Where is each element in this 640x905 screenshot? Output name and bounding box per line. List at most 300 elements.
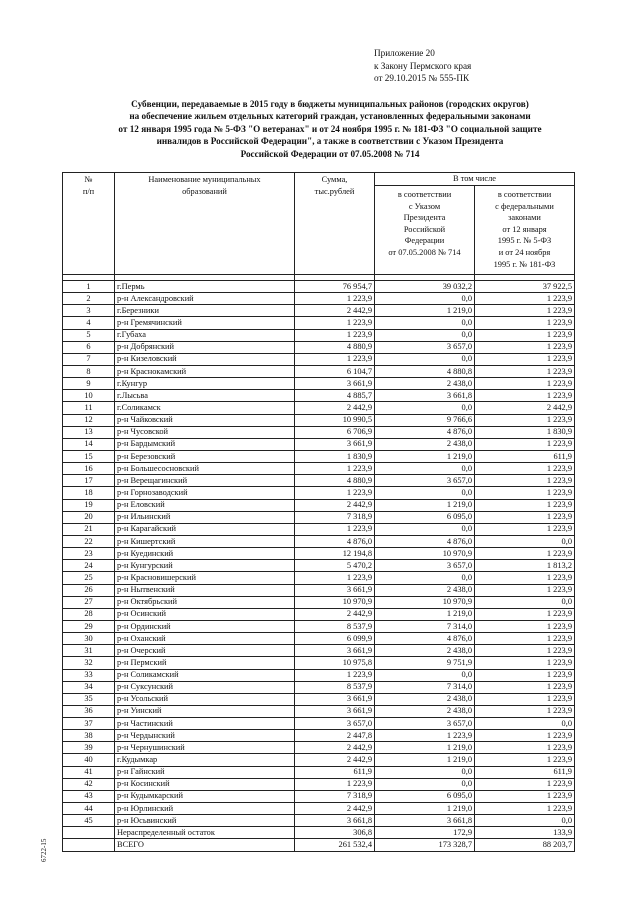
decree-amount: 10 970,9: [375, 596, 475, 608]
table-row: [63, 450, 575, 462]
decree-amount: 1 219,0: [375, 608, 475, 620]
row-number: 8: [63, 365, 115, 377]
document-code: 6722-15: [40, 838, 48, 862]
table-row: [63, 827, 575, 839]
row-number: 1: [63, 281, 115, 293]
municipality-name: г.Пермь: [115, 281, 295, 293]
municipality-name: р-н Кунгурский: [115, 560, 295, 572]
total-sum: 3 657,0: [295, 718, 375, 730]
row-number: [63, 827, 115, 839]
decree-amount: 0,0: [375, 572, 475, 584]
total-sum: 5 470,2: [295, 560, 375, 572]
table-row: [63, 815, 575, 827]
row-number: 27: [63, 596, 115, 608]
federal-laws-amount: 1 223,9: [475, 669, 575, 681]
total-sum: 1 223,9: [295, 523, 375, 535]
decree-amount: 7 314,0: [375, 681, 475, 693]
municipality-name: р-н Осинский: [115, 608, 295, 620]
table-row: [63, 754, 575, 766]
header-text: с Указом: [408, 201, 441, 211]
table-row: [63, 766, 575, 778]
row-number: 2: [63, 293, 115, 305]
decree-amount: 10 970,9: [375, 548, 475, 560]
table-row: [63, 523, 575, 535]
federal-laws-amount: 1 223,9: [475, 693, 575, 705]
header-text: Федерации: [404, 236, 445, 246]
total-sum: 1 223,9: [295, 463, 375, 475]
row-number: 3: [63, 305, 115, 317]
table-row: [63, 693, 575, 705]
municipality-name: р-н Юсьвинский: [115, 815, 295, 827]
decree-amount: 2 438,0: [375, 438, 475, 450]
header-including: В том числе: [375, 173, 575, 186]
header-text: п/п: [82, 186, 95, 196]
table-row: [63, 620, 575, 632]
municipality-name: р-н Бардымский: [115, 438, 295, 450]
appendix-line: к Закону Пермского края: [374, 60, 472, 71]
subsidy-table: [62, 172, 575, 852]
row-number: 16: [63, 463, 115, 475]
table-row: [63, 681, 575, 693]
table-row: [63, 535, 575, 547]
table-row: [63, 742, 575, 754]
decree-amount: 1 219,0: [375, 499, 475, 511]
row-number: 42: [63, 778, 115, 790]
decree-amount: 6 095,0: [375, 790, 475, 802]
federal-laws-amount: 1 223,9: [475, 487, 575, 499]
total-sum: 1 223,9: [295, 572, 375, 584]
federal-laws-amount: 1 223,9: [475, 293, 575, 305]
row-number: 40: [63, 754, 115, 766]
municipality-name: р-н Еловский: [115, 499, 295, 511]
municipality-name: р-н Чернушинский: [115, 742, 295, 754]
federal-laws-amount: 0,0: [475, 535, 575, 547]
table-row: [63, 584, 575, 596]
title-line: Субвенции, передаваемые в 2015 году в бюджеты муниципальных районов (городских округов): [131, 99, 529, 109]
table-row: [63, 378, 575, 390]
row-number: [63, 839, 115, 851]
row-number: 39: [63, 742, 115, 754]
header-text: Президента: [403, 213, 446, 223]
federal-laws-amount: 1 223,9: [475, 390, 575, 402]
table-row: [63, 778, 575, 790]
title-line: от 12 января 1995 года № 5-ФЗ "О ветеранах" и от 24 ноября 1995 г. № 181-ФЗ "О социальной защите: [118, 123, 542, 134]
row-number: 31: [63, 645, 115, 657]
row-number: 17: [63, 475, 115, 487]
federal-laws-amount: 1 223,9: [475, 511, 575, 523]
federal-laws-amount: 1 223,9: [475, 645, 575, 657]
federal-laws-amount: 1 223,9: [475, 317, 575, 329]
municipality-name: р-н Октябрьский: [115, 596, 295, 608]
total-sum: 2 442,9: [295, 499, 375, 511]
municipality-name: р-н Ильинский: [115, 511, 295, 523]
municipality-name: р-н Чайковский: [115, 414, 295, 426]
table-row: [63, 596, 575, 608]
federal-laws-amount: 1 223,9: [475, 608, 575, 620]
appendix-line: от 29.10.2015 № 555-ПК: [374, 73, 470, 83]
total-sum: 2 442,9: [295, 754, 375, 766]
federal-laws-amount: 1 223,9: [475, 548, 575, 560]
header-text: от 07.05.2008 № 714: [388, 247, 461, 257]
municipality-name: р-н Красновишерский: [115, 572, 295, 584]
decree-amount: 1 219,0: [375, 803, 475, 815]
federal-laws-amount: 1 830,9: [475, 426, 575, 438]
municipality-name: р-н Краснокамский: [115, 365, 295, 377]
row-number: 36: [63, 705, 115, 717]
table-row: [63, 572, 575, 584]
row-number: 43: [63, 790, 115, 802]
header-text: Наименование муниципальных: [148, 175, 261, 184]
decree-amount: 1 219,0: [375, 305, 475, 317]
federal-laws-amount: 88 203,7: [475, 839, 575, 851]
federal-laws-amount: 1 223,9: [475, 523, 575, 535]
total-sum: 76 954,7: [295, 281, 375, 293]
decree-amount: 2 438,0: [375, 645, 475, 657]
decree-amount: 2 438,0: [375, 378, 475, 390]
municipality-name: р-н Большесосновский: [115, 463, 295, 475]
row-number: 41: [63, 766, 115, 778]
municipality-name: р-н Кудымкарский: [115, 790, 295, 802]
total-sum: 1 223,9: [295, 293, 375, 305]
decree-amount: 173 328,7: [375, 839, 475, 851]
total-sum: 10 975,8: [295, 657, 375, 669]
federal-laws-amount: 1 223,9: [475, 705, 575, 717]
municipality-name: р-н Уинский: [115, 705, 295, 717]
table-row: [63, 657, 575, 669]
decree-amount: 1 219,0: [375, 754, 475, 766]
row-number: 35: [63, 693, 115, 705]
row-number: 18: [63, 487, 115, 499]
row-number: 22: [63, 535, 115, 547]
table-row: [63, 705, 575, 717]
municipality-name: р-н Горнозаводский: [115, 487, 295, 499]
table-row: [63, 718, 575, 730]
federal-laws-amount: 0,0: [475, 815, 575, 827]
decree-amount: 2 438,0: [375, 705, 475, 717]
municipality-name: р-н Верещагинский: [115, 475, 295, 487]
federal-laws-amount: 1 223,9: [475, 754, 575, 766]
decree-amount: 172,9: [375, 827, 475, 839]
municipality-name: р-н Кизеловский: [115, 353, 295, 365]
municipality-name: г.Губаха: [115, 329, 295, 341]
document-title: [60, 98, 600, 160]
table-body: [63, 275, 575, 852]
municipality-name: р-н Юрлинский: [115, 803, 295, 815]
table-row: [63, 839, 575, 851]
total-sum: 2 442,9: [295, 742, 375, 754]
header-federal-laws: [475, 186, 575, 275]
row-number: 37: [63, 718, 115, 730]
header-text: №: [84, 175, 93, 184]
federal-laws-amount: 1 223,9: [475, 438, 575, 450]
total-sum: 6 706,9: [295, 426, 375, 438]
federal-laws-amount: 1 223,9: [475, 499, 575, 511]
federal-laws-amount: 1 223,9: [475, 681, 575, 693]
row-number: 44: [63, 803, 115, 815]
title-line: инвалидов в Российской Федерации", а также в соответствии с Указом Президента: [156, 136, 504, 147]
federal-laws-amount: 1 223,9: [475, 414, 575, 426]
municipality-name: р-н Гремячинский: [115, 317, 295, 329]
total-sum: 3 661,9: [295, 645, 375, 657]
municipality-name: г.Березники: [115, 305, 295, 317]
federal-laws-amount: 1 223,9: [475, 475, 575, 487]
federal-laws-amount: 0,0: [475, 596, 575, 608]
header-text: тыс.рублей: [314, 186, 355, 196]
decree-amount: 4 880,8: [375, 365, 475, 377]
header-sum: [295, 173, 375, 275]
federal-laws-amount: 133,9: [475, 827, 575, 839]
decree-amount: 3 657,0: [375, 560, 475, 572]
total-sum: 8 537,9: [295, 620, 375, 632]
table-row: [63, 426, 575, 438]
row-number: 28: [63, 608, 115, 620]
decree-amount: 0,0: [375, 317, 475, 329]
total-sum: 7 318,9: [295, 511, 375, 523]
appendix-line: Приложение 20: [374, 48, 435, 58]
federal-laws-amount: 1 223,9: [475, 620, 575, 632]
table-row: [63, 390, 575, 402]
decree-amount: 2 438,0: [375, 584, 475, 596]
decree-amount: 1 219,0: [375, 742, 475, 754]
federal-laws-amount: 1 223,9: [475, 353, 575, 365]
decree-amount: 7 314,0: [375, 620, 475, 632]
total-sum: 306,8: [295, 827, 375, 839]
municipality-name: р-н Нытвенский: [115, 584, 295, 596]
header-text: от 12 января: [502, 224, 547, 234]
total-sum: 3 661,9: [295, 378, 375, 390]
table-row: [63, 560, 575, 572]
total-sum: 3 661,9: [295, 438, 375, 450]
total-sum: 4 880,9: [295, 475, 375, 487]
decree-amount: 0,0: [375, 463, 475, 475]
federal-laws-amount: 1 223,9: [475, 463, 575, 475]
table-row: [63, 438, 575, 450]
federal-laws-amount: 611,9: [475, 450, 575, 462]
total-sum: 1 223,9: [295, 487, 375, 499]
municipality-name: г.Соликамск: [115, 402, 295, 414]
federal-laws-amount: 1 223,9: [475, 378, 575, 390]
total-sum: 4 880,9: [295, 341, 375, 353]
decree-amount: 0,0: [375, 766, 475, 778]
total-sum: 6 104,7: [295, 365, 375, 377]
row-number: 19: [63, 499, 115, 511]
row-number: 10: [63, 390, 115, 402]
total-sum: 2 442,9: [295, 803, 375, 815]
municipality-name: р-н Гайнский: [115, 766, 295, 778]
row-number: 12: [63, 414, 115, 426]
municipality-name: Нераспределенный остаток: [115, 827, 295, 839]
total-sum: 4 885,7: [295, 390, 375, 402]
total-sum: 1 223,9: [295, 317, 375, 329]
row-number: 9: [63, 378, 115, 390]
total-sum: 2 442,9: [295, 305, 375, 317]
table-row: [63, 293, 575, 305]
table-row: [63, 305, 575, 317]
row-number: 15: [63, 450, 115, 462]
header-municipality: [115, 173, 295, 275]
appendix-note: [374, 47, 471, 85]
row-number: 14: [63, 438, 115, 450]
municipality-name: г.Лысьва: [115, 390, 295, 402]
header-text: Российской: [403, 224, 446, 234]
header-text: законами: [508, 213, 541, 223]
table-row: [63, 329, 575, 341]
table-row: [63, 669, 575, 681]
municipality-name: г.Кунгур: [115, 378, 295, 390]
table-row: [63, 645, 575, 657]
total-sum: 10 970,9: [295, 596, 375, 608]
table-row: [63, 317, 575, 329]
header-text: образований: [182, 186, 227, 196]
total-sum: 3 661,9: [295, 584, 375, 596]
decree-amount: 3 661,8: [375, 390, 475, 402]
decree-amount: 4 876,0: [375, 633, 475, 645]
row-number: 38: [63, 730, 115, 742]
total-sum: 1 830,9: [295, 450, 375, 462]
municipality-name: ВСЕГО: [115, 839, 295, 851]
total-sum: 1 223,9: [295, 778, 375, 790]
federal-laws-amount: 1 813,2: [475, 560, 575, 572]
decree-amount: 4 876,0: [375, 535, 475, 547]
total-sum: 8 537,9: [295, 681, 375, 693]
municipality-name: р-н Александровский: [115, 293, 295, 305]
federal-laws-amount: 1 223,9: [475, 803, 575, 815]
total-sum: 2 447,8: [295, 730, 375, 742]
decree-amount: 3 661,8: [375, 815, 475, 827]
total-sum: 3 661,9: [295, 705, 375, 717]
row-number: 26: [63, 584, 115, 596]
header-decree: [375, 186, 475, 275]
federal-laws-amount: 1 223,9: [475, 584, 575, 596]
decree-amount: 4 876,0: [375, 426, 475, 438]
federal-laws-amount: 1 223,9: [475, 730, 575, 742]
table-row: [63, 548, 575, 560]
row-number: 20: [63, 511, 115, 523]
row-number: 4: [63, 317, 115, 329]
total-sum: 261 532,4: [295, 839, 375, 851]
table-row: [63, 341, 575, 353]
municipality-name: р-н Усольский: [115, 693, 295, 705]
total-sum: 611,9: [295, 766, 375, 778]
municipality-name: р-н Ординский: [115, 620, 295, 632]
municipality-name: р-н Куединский: [115, 548, 295, 560]
header-text: с федеральными: [495, 201, 554, 211]
row-number: 25: [63, 572, 115, 584]
header-number: [63, 173, 115, 275]
decree-amount: 0,0: [375, 293, 475, 305]
municipality-name: г.Кудымкар: [115, 754, 295, 766]
municipality-name: р-н Пермский: [115, 657, 295, 669]
federal-laws-amount: 611,9: [475, 766, 575, 778]
municipality-name: р-н Частинский: [115, 718, 295, 730]
municipality-name: р-н Соликамский: [115, 669, 295, 681]
header-text: Сумма,: [321, 175, 348, 184]
table-row: [63, 608, 575, 620]
federal-laws-amount: 1 223,9: [475, 742, 575, 754]
decree-amount: 1 223,9: [375, 730, 475, 742]
title-line: на обеспечение жильем отдельных категорий граждан, установленных федеральными законами: [129, 111, 531, 122]
federal-laws-amount: 1 223,9: [475, 305, 575, 317]
row-number: 32: [63, 657, 115, 669]
decree-amount: 0,0: [375, 669, 475, 681]
row-number: 30: [63, 633, 115, 645]
federal-laws-amount: 1 223,9: [475, 778, 575, 790]
table-row: [63, 353, 575, 365]
total-sum: 1 223,9: [295, 353, 375, 365]
municipality-name: р-н Чусовской: [115, 426, 295, 438]
row-number: 23: [63, 548, 115, 560]
decree-amount: 0,0: [375, 523, 475, 535]
table-row: [63, 487, 575, 499]
total-sum: 1 223,9: [295, 329, 375, 341]
total-sum: 6 099,9: [295, 633, 375, 645]
decree-amount: 9 751,9: [375, 657, 475, 669]
federal-laws-amount: 1 223,9: [475, 329, 575, 341]
total-sum: 2 442,9: [295, 402, 375, 414]
total-sum: 1 223,9: [295, 669, 375, 681]
row-number: 33: [63, 669, 115, 681]
total-sum: 7 318,9: [295, 790, 375, 802]
municipality-name: р-н Очерский: [115, 645, 295, 657]
federal-laws-amount: 2 442,9: [475, 402, 575, 414]
decree-amount: 3 657,0: [375, 718, 475, 730]
header-text: 1995 г. № 181-ФЗ: [493, 259, 556, 269]
decree-amount: 0,0: [375, 778, 475, 790]
table-row: [63, 463, 575, 475]
table-row: [63, 499, 575, 511]
decree-amount: 3 657,0: [375, 475, 475, 487]
total-sum: 3 661,9: [295, 693, 375, 705]
municipality-name: р-н Оханский: [115, 633, 295, 645]
table-row: [63, 511, 575, 523]
decree-amount: 0,0: [375, 329, 475, 341]
federal-laws-amount: 37 922,5: [475, 281, 575, 293]
row-number: 6: [63, 341, 115, 353]
total-sum: 12 194,8: [295, 548, 375, 560]
total-sum: 3 661,8: [295, 815, 375, 827]
decree-amount: 1 219,0: [375, 450, 475, 462]
decree-amount: 3 657,0: [375, 341, 475, 353]
decree-amount: 0,0: [375, 353, 475, 365]
row-number: 21: [63, 523, 115, 535]
table-row: [63, 633, 575, 645]
federal-laws-amount: 1 223,9: [475, 341, 575, 353]
row-number: 5: [63, 329, 115, 341]
row-number: 34: [63, 681, 115, 693]
header-text: и от 24 ноября: [498, 247, 551, 257]
federal-laws-amount: 1 223,9: [475, 657, 575, 669]
total-sum: 10 990,5: [295, 414, 375, 426]
table-row: [63, 281, 575, 293]
title-line: Российской Федерации от 07.05.2008 № 714: [240, 148, 420, 159]
federal-laws-amount: 1 223,9: [475, 633, 575, 645]
row-number: 29: [63, 620, 115, 632]
header-text: 1995 г. № 5-ФЗ: [497, 236, 552, 246]
municipality-name: р-н Добрянский: [115, 341, 295, 353]
municipality-name: р-н Чердынский: [115, 730, 295, 742]
federal-laws-amount: 1 223,9: [475, 572, 575, 584]
table-row: [63, 402, 575, 414]
decree-amount: 39 032,2: [375, 281, 475, 293]
row-number: 11: [63, 402, 115, 414]
table-row: [63, 475, 575, 487]
decree-amount: 6 095,0: [375, 511, 475, 523]
decree-amount: 0,0: [375, 487, 475, 499]
municipality-name: р-н Косинский: [115, 778, 295, 790]
table-row: [63, 803, 575, 815]
row-number: 45: [63, 815, 115, 827]
table-row: [63, 730, 575, 742]
